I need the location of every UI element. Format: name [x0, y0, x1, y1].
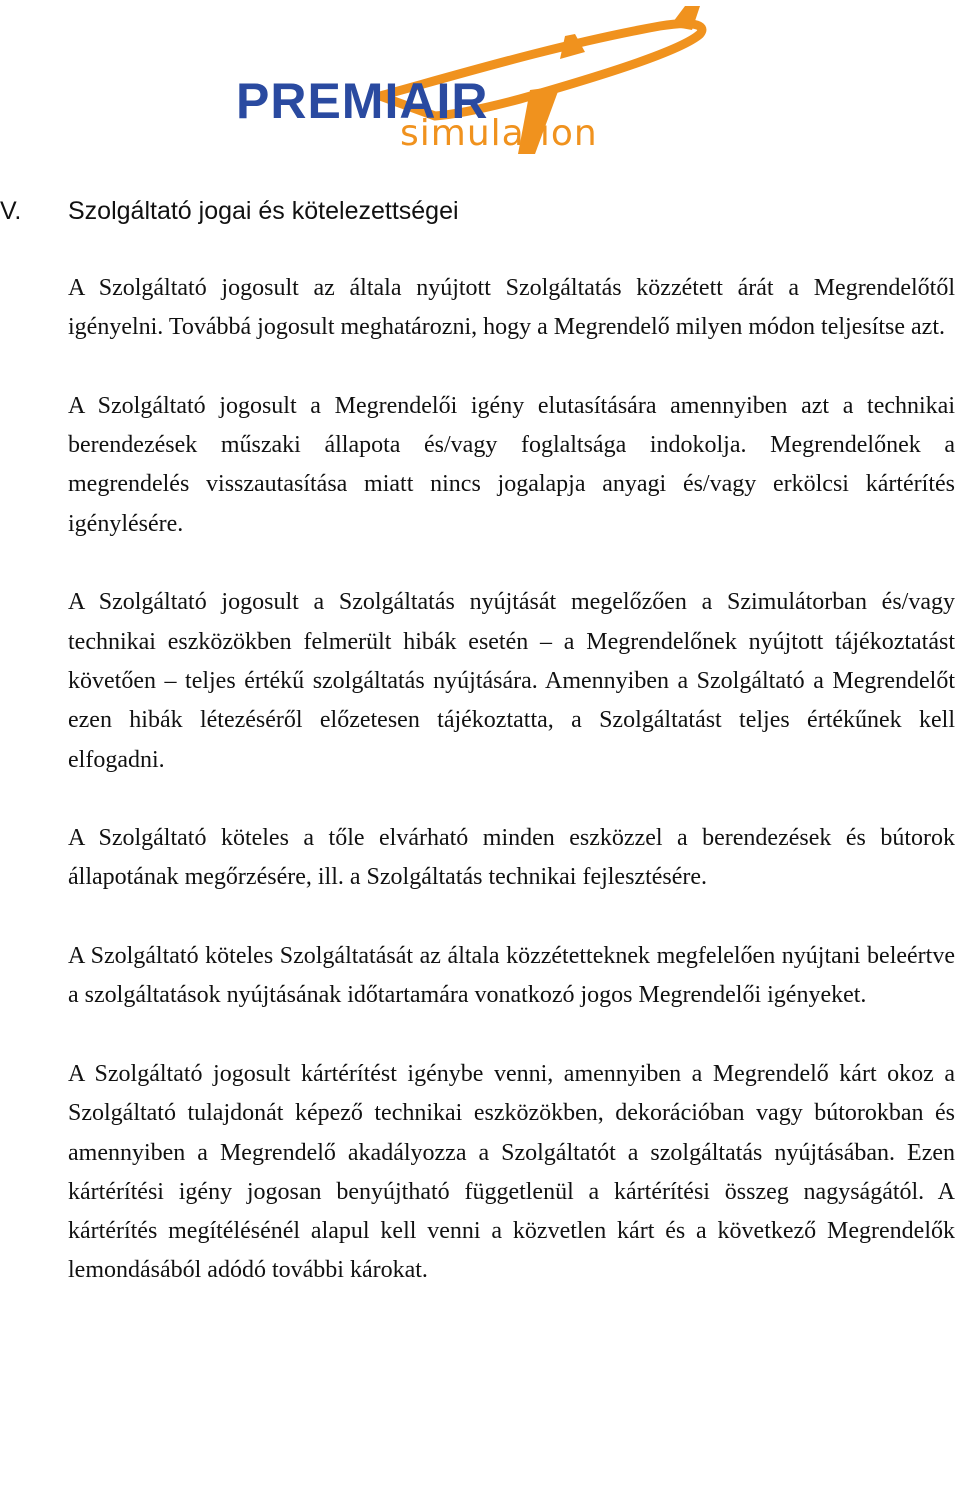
logo-brand-text: PREMIAIR — [236, 73, 489, 129]
paragraph-compensation-rights: A Szolgáltató jogosult kártérítést igénybe venni, amennyiben a Megrendelő kárt okoz a Szolgáltató tulajdonát képező technikai eszközökben, dekorációban vagy bútorokban és amennyiben a Megrendelő akadályozza a Szolgáltatót a szolgáltatás nyújtásában. Ezen kártérítési igény jogosan benyújtható függetlenül a kártérítési összeg nagyságától. A kártérítés megítélésénél alapul kell venni a közvetlen kárt és a következő Megrendelők lemondásából adódó további károkat. — [68, 1060, 955, 1284]
paragraph-service-duty: A Szolgáltató köteles Szolgáltatását az általa közzétetteknek megfelelően nyújtani beleértve a szolgáltatások nyújtásának időtartamára vonatkozó jogos Megrendelői igényeket. — [68, 943, 955, 1009]
paragraph-price-rights: A Szolgáltató jogosult az általa nyújtott Szolgáltatás közzétett árát a Megrendelőtől igényelni. Továbbá jogosult meghatározni, hogy a Megrendelő milyen módon teljesítse azt. — [68, 275, 955, 341]
premiair-logo — [230, 4, 720, 164]
paragraph-maintenance-duty: A Szolgáltató köteles a tőle elvárható minden eszközzel a berendezések és bútorok állapotának megőrzésére, ill. a Szolgáltatás technikai fejlesztésére. — [68, 825, 955, 891]
paragraph-faults-service: A Szolgáltató jogosult a Szolgáltatás nyújtását megelőzően a Szimulátorban és/vagy technikai eszközökben felmerült hibák esetén – a Megrendelőnek nyújtott tájékoztatást követően – teljes értékű szolgáltatás nyújtására. Amennyiben a Szolgáltató a Megrendelőt ezen hibák létezéséről előzetesen tájékoztatta, a Szolgáltatást teljes értékűnek kell elfogadni. — [68, 589, 955, 773]
paragraph-refusal-rights: A Szolgáltató jogosult a Megrendelői igény elutasítására amennyiben azt a technikai berendezések műszaki állapota és/vagy foglaltsága indokolja. Megrendelőnek a megrendelés visszautasítása miatt nincs jogalapja anyagi és/vagy erkölcsi kártérítés igénylésére. — [68, 392, 955, 537]
section-title: Szolgáltató jogai és kötelezettségei — [68, 197, 459, 225]
section-body — [68, 269, 955, 1291]
section-number: V. — [0, 197, 22, 225]
logo-subtitle-text: simulation — [400, 113, 598, 154]
